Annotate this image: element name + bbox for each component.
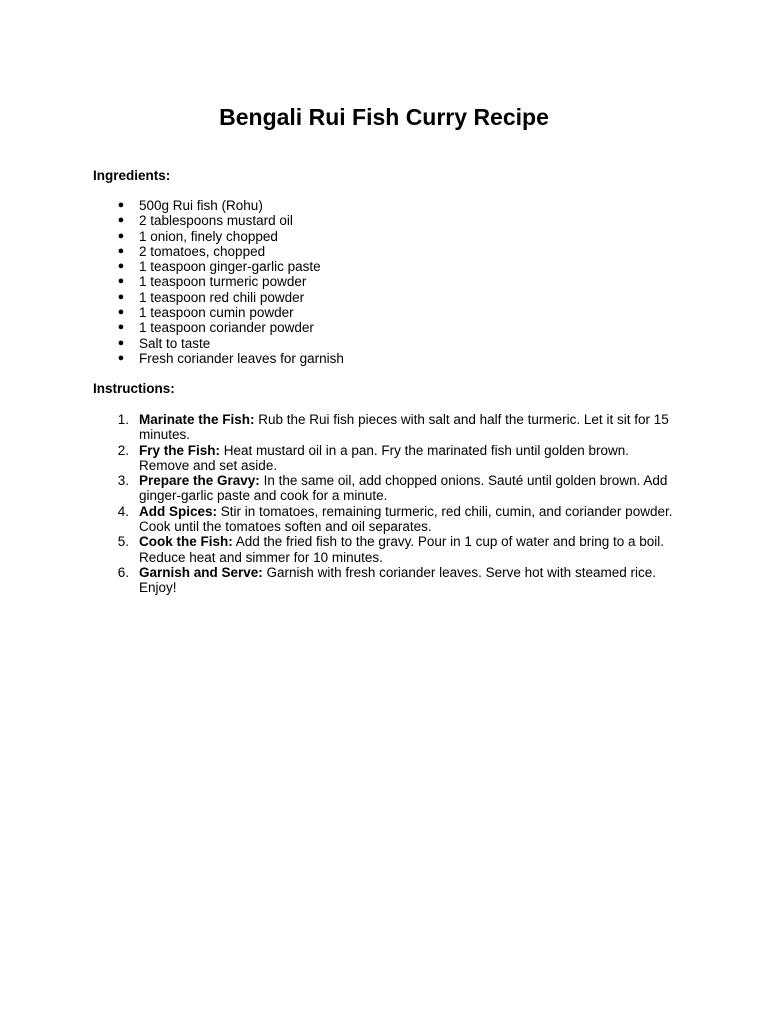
step-title: Add Spices: xyxy=(139,503,218,519)
ingredient-text: 1 teaspoon coriander powder xyxy=(139,320,314,336)
list-item xyxy=(93,290,693,305)
ingredient-text: 1 teaspoon ginger-garlic paste xyxy=(139,259,321,275)
instructions-heading: Instructions: xyxy=(93,381,175,396)
step-number: 5. xyxy=(117,534,129,550)
list-item xyxy=(93,198,693,213)
ingredients-heading: Ingredients: xyxy=(93,168,171,183)
step-item xyxy=(93,443,673,474)
step-item xyxy=(93,504,673,535)
ingredient-text: Fresh coriander leaves for garnish xyxy=(139,350,344,366)
bullet-icon: ● xyxy=(117,321,125,334)
step-number: 6. xyxy=(117,564,129,580)
step-item xyxy=(93,473,673,504)
step-item xyxy=(93,565,673,596)
ingredients-list xyxy=(93,198,693,366)
instructions-list xyxy=(93,412,673,596)
ingredient-text: 1 onion, finely chopped xyxy=(139,228,278,244)
ingredient-text: 1 teaspoon cumin powder xyxy=(139,305,294,321)
step-text: Heat mustard oil in a pan. Fry the marinated fish until golden brown. Remove and set aside. xyxy=(139,442,629,473)
page-title: Bengali Rui Fish Curry Recipe xyxy=(219,104,549,130)
step-title: Garnish and Serve: xyxy=(139,564,263,580)
step-text: In the same oil, add chopped onions. Sauté until golden brown. Add ginger-garlic paste and cook for a minute. xyxy=(139,473,668,504)
bullet-icon: ● xyxy=(117,214,125,227)
bullet-icon: ● xyxy=(117,336,125,349)
step-number: 3. xyxy=(117,473,129,489)
list-item xyxy=(93,229,693,244)
list-item xyxy=(93,320,693,335)
step-text: Stir in tomatoes, remaining turmeric, red chili, cumin, and coriander powder. Cook until the tomatoes soften and oil separates. xyxy=(139,503,673,535)
ingredient-text: 2 tomatoes, chopped xyxy=(139,243,266,259)
step-title: Fry the Fish: xyxy=(139,442,221,458)
bullet-icon: ● xyxy=(117,260,125,273)
ingredient-text: 2 tablespoons mustard oil xyxy=(139,213,293,229)
list-item xyxy=(93,244,693,259)
bullet-icon: ● xyxy=(117,306,125,319)
bullet-icon: ● xyxy=(117,275,125,288)
step-item xyxy=(93,534,673,565)
ingredient-text: 500g Rui fish (Rohu) xyxy=(139,198,263,213)
step-title: Prepare the Gravy: xyxy=(139,473,260,489)
ingredient-text: 1 teaspoon red chili powder xyxy=(139,289,305,305)
step-text: Garnish with fresh coriander leaves. Serve hot with steamed rice. Enjoy! xyxy=(139,564,656,596)
bullet-icon: ● xyxy=(117,351,125,364)
list-item xyxy=(93,336,693,351)
step-title: Cook the Fish: xyxy=(139,534,233,550)
step-text: Add the fried fish to the gravy. Pour in 1 cup of water and bring to a boil. Reduce heat and simmer for 10 minutes. xyxy=(139,534,665,565)
step-number: 1. xyxy=(117,412,129,427)
list-item xyxy=(93,305,693,320)
ingredient-text: Salt to taste xyxy=(139,335,211,351)
step-text: Rub the Rui fish pieces with salt and half the turmeric. Let it sit for 15 minutes. xyxy=(139,412,669,443)
list-item xyxy=(93,259,693,274)
bullet-icon: ● xyxy=(117,244,125,257)
bullet-icon: ● xyxy=(117,290,125,303)
bullet-icon: ● xyxy=(117,229,125,242)
step-title: Marinate the Fish: xyxy=(139,412,255,427)
list-item xyxy=(93,351,693,366)
step-number: 2. xyxy=(117,442,129,458)
step-item xyxy=(93,412,673,443)
list-item xyxy=(93,213,693,228)
list-item xyxy=(93,274,693,289)
bullet-icon: ● xyxy=(117,199,125,211)
ingredient-text: 1 teaspoon turmeric powder xyxy=(139,274,307,290)
step-number: 4. xyxy=(117,503,129,519)
